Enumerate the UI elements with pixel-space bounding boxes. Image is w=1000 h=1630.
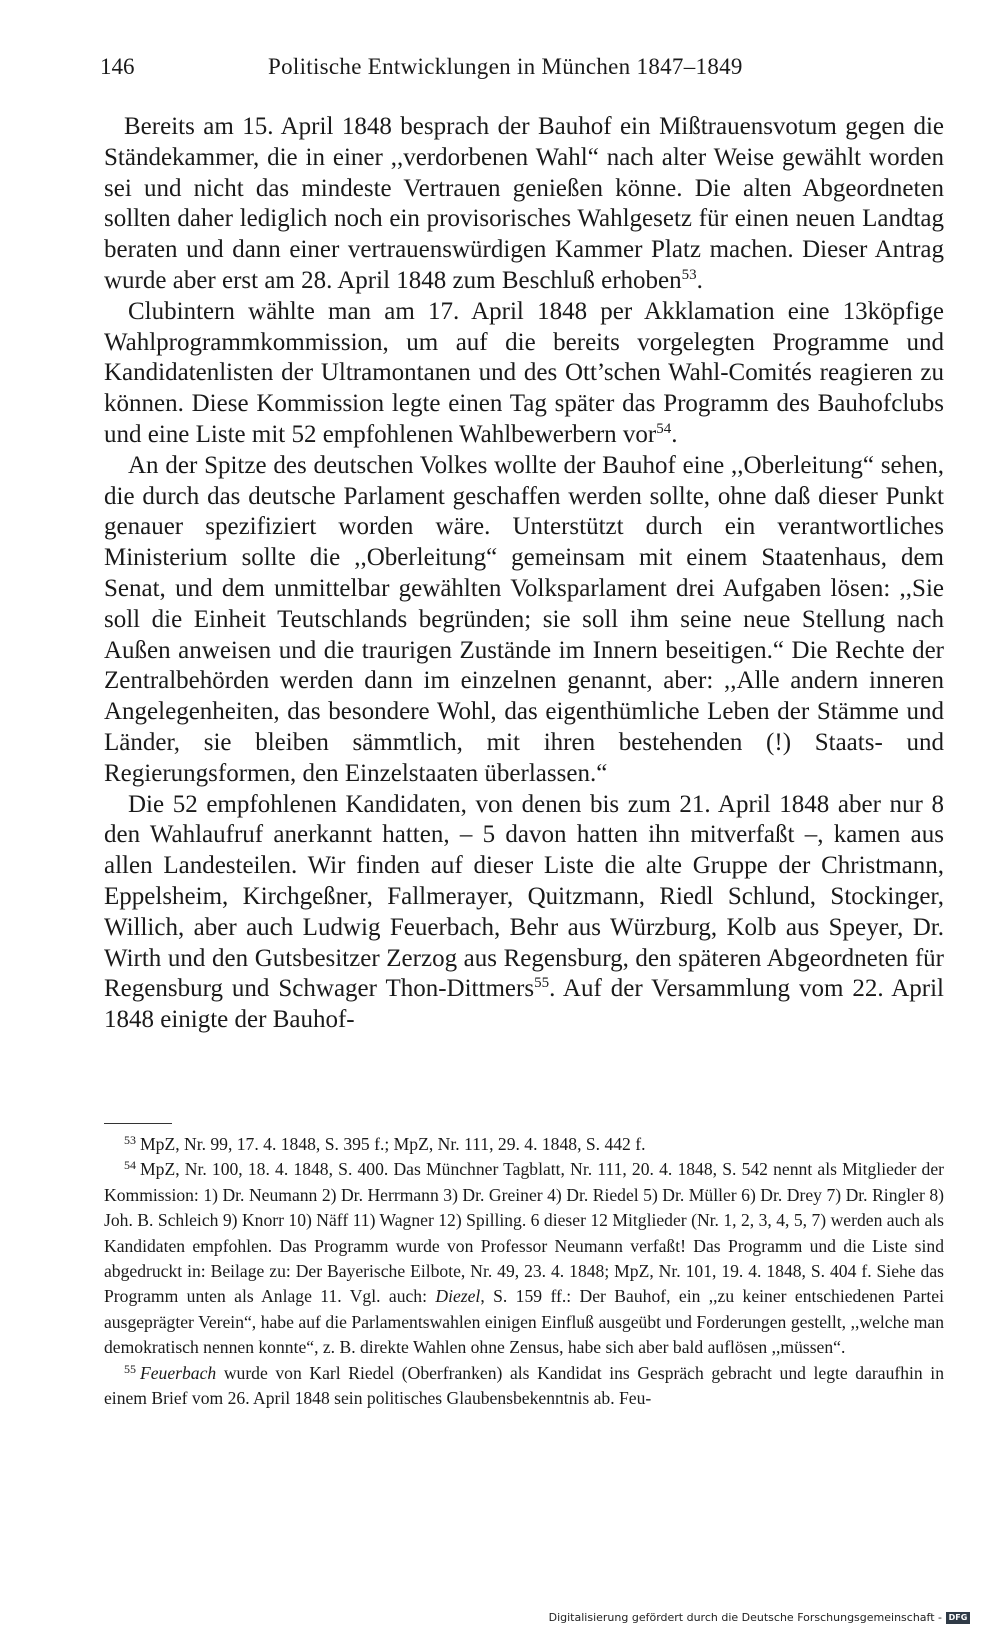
footnote-54-text-a: MpZ, Nr. 100, 18. 4. 1848, S. 400. Das Münchner Tagblatt, Nr. 111, 20. 4. 1848, S. 542 nennt als Mitglieder der Kommission: 1) Dr. Neumann 2) Dr. Herrmann 3) Dr. Greiner 4) Dr. Riedel 5) Dr. Müller 6) Dr. Drey 7) Dr. Ringler 8) Joh. B. Schleich 9) Knorr 10) Näff 11) Wagner 12) Spilling. 6 dieser 12 Mitglieder (Nr. 1, 2, 3, 4, 5, 7) werden auch als Kandidaten empfohlen. Das Programm wurde von Professor Neumann verfaßt! Das Programm und die Liste sind abgedruckt in: Beilage zu: Der Bayerische Eilbote, Nr. 49, 23. 4. 1848; MpZ, Nr. 101, 19. 4. 1848, S. 404 f. Siehe das Programm unten als Anlage 11. Vgl. auch:: [104, 1159, 944, 1307]
running-title: Politische Entwicklungen in München 1847–1849: [268, 54, 743, 79]
footnote-ref-53: 53: [681, 266, 697, 283]
footnote-53-mark: 53: [124, 1133, 136, 1147]
paragraph-3-text: An der Spitze des deutschen Volkes wollte der Bauhof eine ,,Oberleitung“ sehen, die durch das deutsche Parlament geschaffen werden sollte, ohne daß dieser Punkt genauer spezifiziert worden wäre. Unterstützt durch ein verantwortliches Ministerium sollte die ,,Oberleitung“ gemeinsam mit einem Staatenhaus, dem Senat, und dem unmittelbar gewählten Volksparlament drei Aufgaben lösen: ,,Sie soll die Einheit Teutschlands begründen; sie soll ihm seine neue Stellung nach Außen anweisen und die traurigen Zustände im Innern beseitigen.“ Die Rechte der Zentralbehörden werden dann im einzelnen genannt, aber: ,,Alle andern inneren Angelegenheiten, das besondere Wohl, das eigenthümliche Leben der Stämme und Länder, sie bleiben sämmtlich, mit ihren bestehenden (!) Staats- und Regierungsformen, den Einzelstaaten überlassen.“: [104, 451, 944, 787]
footnote-55: [104, 1361, 944, 1412]
footnote-ref-54: 54: [656, 420, 672, 437]
paragraph-4-end: . Auf der Versammlung vom 22. April 1848 einigte der Bauhof-: [104, 975, 944, 1034]
footnote-ref-55: 55: [534, 975, 550, 992]
paragraph-4: [104, 790, 944, 1036]
paragraph-1-end: .: [696, 266, 703, 294]
paragraph-1-text: Bereits am 15. April 1848 besprach der Bauhof ein Mißtrauensvotum gegen die Ständekammer, die in einer ,,verdorbenen Wahl“ nach alter Weise gewählt worden sei und nicht das mindeste Vertrauen genießen könne. Die alten Abgeordneten sollten daher lediglich noch ein provisorisches Wahlgesetz für einen neuen Landtag beraten und dann einer vertrauenswürdigen Kammer Platz machen. Dieser Antrag wurde aber erst am 28. April 1848 zum Beschluß erhoben: [104, 113, 944, 294]
credit-text: Digitalisierung gefördert durch die Deutsche Forschungsgemeinschaft -: [548, 1611, 942, 1624]
main-text: [104, 112, 944, 1036]
paragraph-2-text: Clubintern wählte man am 17. April 1848 per Akklamation eine 13köpfige Wahlprogrammkommission, um auf die bereits vorgelegten Programme und Kandidatenlisten der Ultramontanen und des Ott’schen Wahl-Comités reagieren zu können. Diese Kommission legte einen Tag später das Programm des Bauhofclubs und eine Liste mit 52 empfohlenen Wahlbewerbern vor: [104, 297, 944, 448]
page-number: 146: [100, 54, 135, 79]
paragraph-4-text: Die 52 empfohlenen Kandidaten, von denen bis zum 21. April 1848 aber nur 8 den Wahlaufruf anerkannt hatten, – 5 davon hatten ihn mitverfaßt –, kamen aus allen Landesteilen. Wir finden auf dieser Liste die alte Gruppe der Christmann, Eppelsheim, Kirchgeßner, Fallmerayer, Quitzmann, Riedl Schlund, Stockinger, Willich, aber auch Ludwig Feuerbach, Behr aus Würzburg, Kolb aus Speyer, Dr. Wirth und den Gutsbesitzer Zerzog aus Regensburg, den späteren Abgeordneten für Regensburg und Schwager Thon-Dittmers: [104, 790, 944, 1003]
footnote-54: [104, 1157, 944, 1360]
footnote-55-text: wurde von Karl Riedel (Oberfranken) als Kandidat ins Gespräch gebracht und legte daraufhin in einem Brief vom 26. April 1848 sein politisches Glaubensbekenntnis ab. Feu-: [104, 1362, 944, 1409]
footnote-54-author: Diezel: [435, 1286, 481, 1307]
footnote-54-mark: 54: [124, 1158, 136, 1173]
digitization-credit: [549, 1611, 970, 1624]
footnote-53: [104, 1132, 944, 1157]
paragraph-3: [104, 451, 944, 790]
footnote-55-author: Feuerbach: [140, 1362, 217, 1383]
paragraph-2: [104, 297, 944, 451]
footnote-54-text-b: , S. 159 ff.: Der Bauhof, ein ,,zu keiner entschiedenen Partei ausgeprägter Verein“, habe auf die Parlamentswahlen einigen Einfluß ausgeübt und Forderungen gestellt, ,,welche man demokratisch nennen konnte“, z. B. direkte Wahlen ohne Zensus, habe sich aber bald auflösen ,,müssen“.: [104, 1286, 944, 1358]
dfg-logo-icon: DFG: [946, 1612, 970, 1624]
footnote-divider: [104, 1123, 172, 1124]
footnotes: [104, 1132, 944, 1411]
paragraph-2-end: .: [671, 420, 678, 448]
paragraph-1: [104, 112, 944, 297]
footnote-53-text: MpZ, Nr. 99, 17. 4. 1848, S. 395 f.; MpZ, Nr. 111, 29. 4. 1848, S. 442 f.: [140, 1134, 646, 1154]
page-header: [100, 48, 950, 88]
footnote-55-mark: 55: [124, 1361, 136, 1376]
